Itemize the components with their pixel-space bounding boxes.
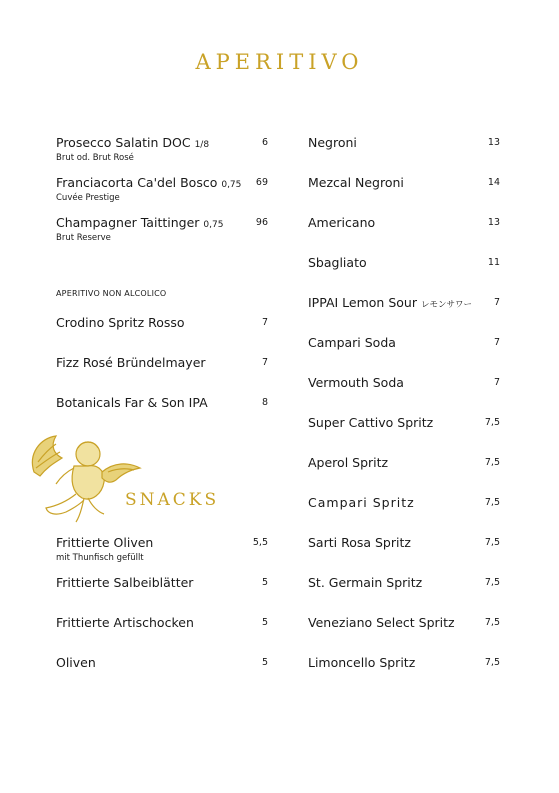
item-name: Crodino Spritz Rosso xyxy=(56,315,185,330)
item-price: 69 xyxy=(255,177,268,188)
item-name: Frittierte Oliven xyxy=(56,535,154,550)
item-price: 7,5 xyxy=(484,497,500,508)
item-name: St. Germain Spritz xyxy=(308,575,423,590)
item-price: 96 xyxy=(255,217,268,228)
item-price: 7 xyxy=(261,317,268,328)
page-title: APERITIVO xyxy=(195,50,364,74)
item-name: Americano xyxy=(308,215,376,230)
item-price: 5 xyxy=(261,577,268,588)
item-name: Prosecco Salatin DOC xyxy=(56,135,191,150)
item-name: Oliven xyxy=(56,655,96,670)
section-label: APERITIVO NON ALCOLICO xyxy=(56,289,167,298)
item-price: 7,5 xyxy=(484,657,500,668)
menu-item xyxy=(56,135,209,163)
item-price: 8 xyxy=(261,397,268,408)
item-price: 7,5 xyxy=(484,617,500,628)
item-name: Campari Soda xyxy=(308,335,396,350)
item-price: 5 xyxy=(261,657,268,668)
item-price: 11 xyxy=(487,257,500,268)
item-size: 1/8 xyxy=(194,140,210,150)
snacks-title: SNACKS xyxy=(125,490,220,510)
item-price: 7,5 xyxy=(484,417,500,428)
item-price: 14 xyxy=(487,177,500,188)
item-name: Sarti Rosa Spritz xyxy=(308,535,411,550)
cherub-illustration xyxy=(26,432,142,524)
item-name: IPPAI Lemon Sour xyxy=(308,295,417,310)
item-size: 0,75 xyxy=(203,220,224,230)
item-price: 5 xyxy=(261,617,268,628)
item-name: Botanicals Far & Son IPA xyxy=(56,395,208,410)
item-size: 0,75 xyxy=(221,180,242,190)
item-description: mit Thunfisch gefüllt xyxy=(56,553,144,563)
menu-item xyxy=(56,175,241,203)
menu-item xyxy=(56,215,223,243)
item-name: Veneziano Select Spritz xyxy=(308,615,455,630)
item-description: Brut Reserve xyxy=(56,233,111,243)
item-price: 7 xyxy=(493,297,500,308)
item-description: Brut od. Brut Rosé xyxy=(56,153,134,163)
item-price: 7,5 xyxy=(484,537,500,548)
item-price: 7 xyxy=(493,337,500,348)
item-price: 7,5 xyxy=(484,457,500,468)
item-name: Frittierte Salbeiblätter xyxy=(56,575,194,590)
item-price: 7 xyxy=(261,357,268,368)
item-name: Campari Spritz xyxy=(308,495,415,510)
item-name: Negroni xyxy=(308,135,357,150)
item-price: 7,5 xyxy=(484,577,500,588)
item-name: Franciacorta Ca'del Bosco xyxy=(56,175,218,190)
item-price: 13 xyxy=(487,217,500,228)
item-name: Mezcal Negroni xyxy=(308,175,404,190)
item-name: Super Cattivo Spritz xyxy=(308,415,434,430)
item-name: Vermouth Soda xyxy=(308,375,404,390)
item-name: Frittierte Artischocken xyxy=(56,615,194,630)
item-price: 7 xyxy=(493,377,500,388)
item-name: Fizz Rosé Bründelmayer xyxy=(56,355,206,370)
item-name: Sbagliato xyxy=(308,255,367,270)
item-name: Champagner Taittinger xyxy=(56,215,200,230)
item-name: Aperol Spritz xyxy=(308,455,389,470)
item-price: 6 xyxy=(261,137,268,148)
item-price: 13 xyxy=(487,137,500,148)
item-price: 5,5 xyxy=(252,537,268,548)
item-description: Cuvée Prestige xyxy=(56,193,120,203)
item-name: Limoncello Spritz xyxy=(308,655,416,670)
item-japanese-name: レモンサワー xyxy=(420,300,472,310)
